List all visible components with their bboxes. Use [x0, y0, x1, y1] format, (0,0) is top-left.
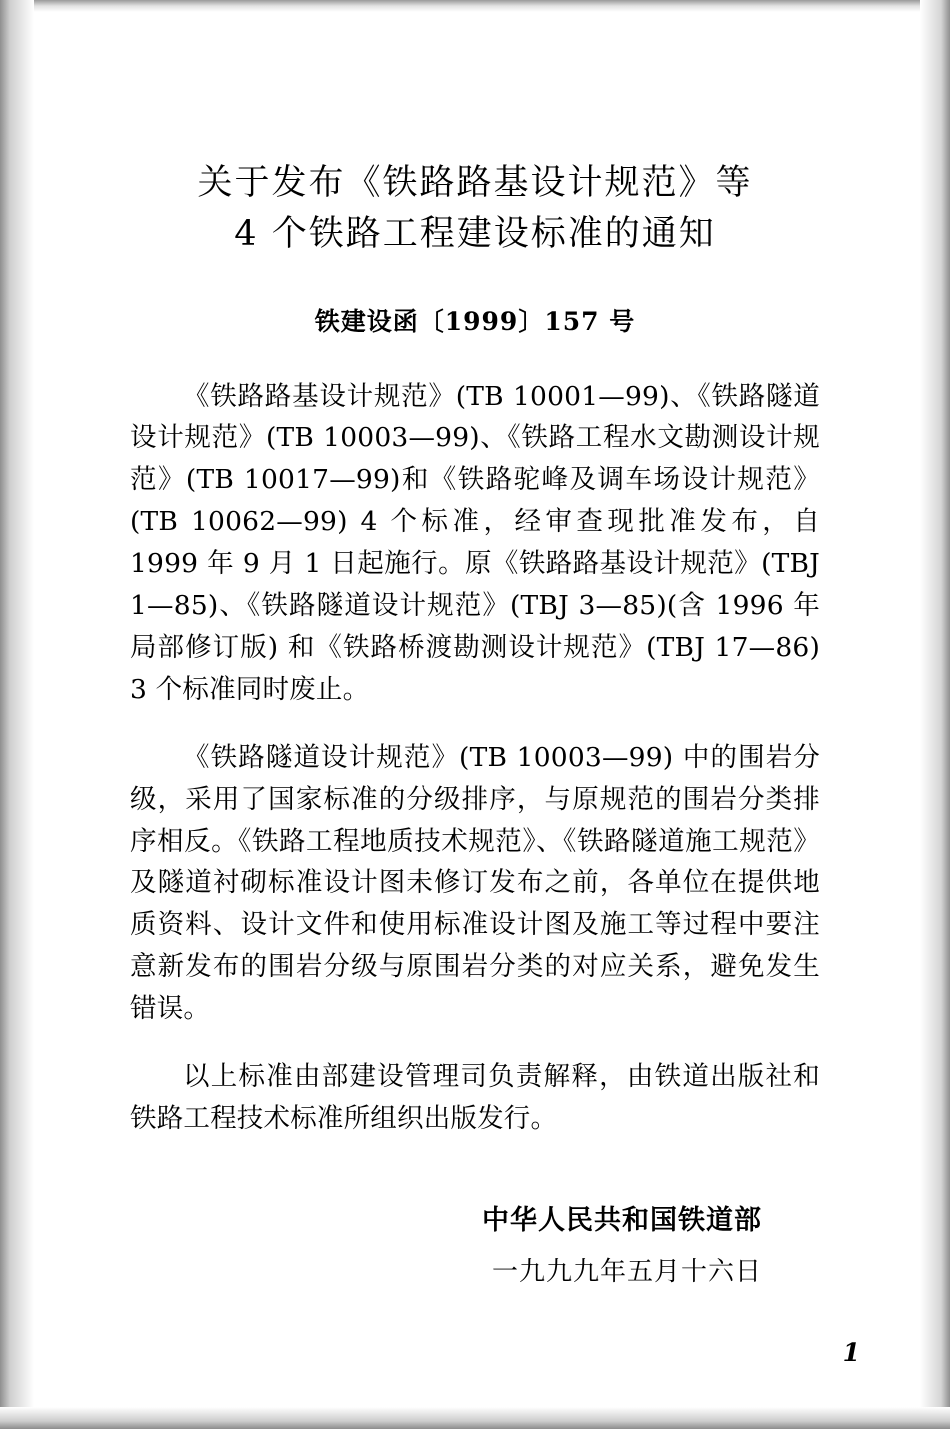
- page-number: 1: [842, 1338, 860, 1367]
- body-paragraph-1: 《铁路路基设计规范》(TB 10001—99)、《铁路隧道设计规范》(TB 10003—99)、《铁路工程水文勘测设计规范》(TB 10017—99)和《铁路驼峰及调车场设计规范》(TB 10062—99) 4 个标准，经审查现批准发布，自 1999 年 9 月 1 日起施行。原《铁路路基设计规范》(TBJ 1—85)、《铁路隧道设计规范》(TBJ 3—85)(含 1996 年局部修订版) 和《铁路桥渡勘测设计规范》(TBJ 17—86) 3 个标准同时废止。: [130, 380, 820, 705]
- signature-date: 一九九九年五月十六日: [491, 1257, 762, 1288]
- signature-organization: 中华人民共和国铁道部: [482, 1205, 762, 1237]
- body-paragraph-2: 《铁路隧道设计规范》(TB 10003—99) 中的围岩分级，采用了国家标准的分级排序，与原规范的围岩分类排序相反。《铁路工程地质技术规范》、《铁路隧道施工规范》及隧道衬砌标准设计图未修订发布之前，各单位在提供地质资料、设计文件和使用标准设计图及施工等过程中要注意新发布的围岩分级与原围岩分类的对应关系，避免发生错误。: [130, 741, 820, 1025]
- page-title-line-1: 关于发布《铁路路基设计规范》等: [197, 163, 753, 203]
- body-paragraph-3: 以上标准由部建设管理司负责解释，由铁道出版社和铁路工程技术标准所组织出版发行。: [130, 1061, 820, 1135]
- document-number: 铁建设函〔1999〕157 号: [314, 306, 636, 336]
- scan-edge-right: [920, 0, 950, 1429]
- document-content: [130, 0, 820, 1429]
- page-title: [130, 158, 820, 260]
- signature-block: [130, 1198, 820, 1288]
- page-title-line-2: 4 个铁路工程建设标准的通知: [234, 213, 716, 254]
- scan-edge-left: [0, 0, 34, 1429]
